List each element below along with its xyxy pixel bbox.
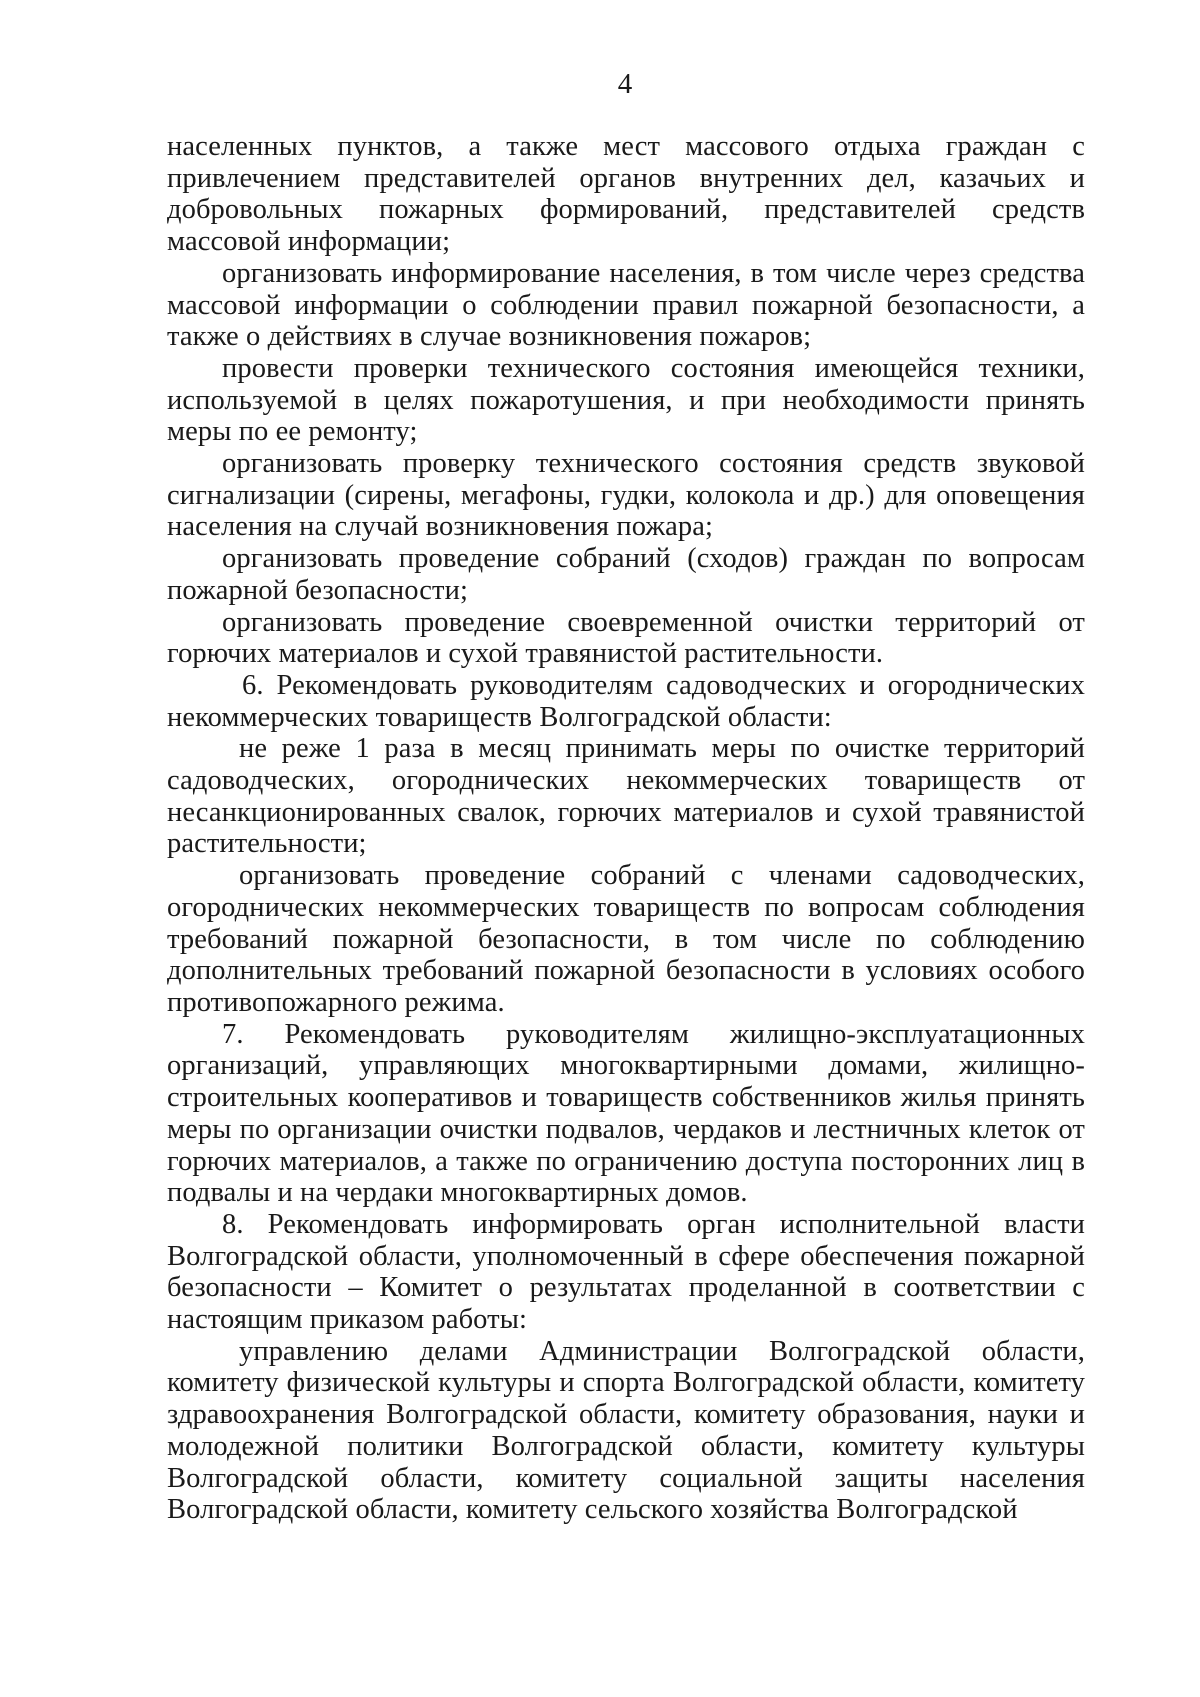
page-number: 4 [617, 68, 633, 100]
paragraph: организовать информирование населения, в том числе через средства массовой информации о соблюдении правил пожарной безопасности, а также о действиях в случае возникновения пожаров; [167, 257, 1085, 353]
paragraph: 7. Рекомендовать руководителям жилищно-эксплуатационных организаций, управляющих многоквартирными домами, жилищно-строительных кооперативов и товариществ собственников жилья принять меры по организации очистки подвалов, чердаков и лестничных клеток от горючих материалов, а также по ограничению доступа посторонних лиц в подвалы и на чердаки многоквартирных домов. [167, 1018, 1085, 1209]
paragraph: 6. Рекомендовать руководителям садоводческих и огороднических некоммерческих товариществ Волгоградской области: [167, 669, 1085, 733]
paragraph: организовать проведение своевременной очистки территорий от горючих материалов и сухой травянистой растительности. [167, 606, 1085, 670]
paragraph: провести проверки технического состояния имеющейся техники, используемой в целях пожаротушения, и при необходимости принять меры по ее ремонту; [167, 352, 1085, 448]
paragraph: населенных пунктов, а также мест массового отдыха граждан с привлечением представителей органов внутренних дел, казачьих и добровольных пожарных формирований, представителей средств массовой информации; [167, 131, 1085, 258]
document-body [167, 131, 1085, 1526]
paragraph: 8. Рекомендовать информировать орган исполнительной власти Волгоградской области, уполномоченный в сфере обеспечения пожарной безопасности – Комитет о результатах проделанной в соответствии с настоящим приказом работы: [167, 1208, 1085, 1336]
paragraph: организовать проведение собраний (сходов) граждан по вопросам пожарной безопасности; [167, 543, 1085, 606]
paragraph: не реже 1 раза в месяц принимать меры по очистке территорий садоводческих, огороднических некоммерческих товариществ от несанкционированных свалок, горючих материалов и сухой травянистой растительности; [167, 733, 1085, 860]
paragraph: организовать проверку технического состояния средств звуковой сигнализации (сирены, мегафоны, гудки, колокола и др.) для оповещения населения на случай возникновения пожара; [167, 448, 1085, 543]
paragraph: организовать проведение собраний с членами садоводческих, огороднических некоммерческих товариществ по вопросам соблюдения требований пожарной безопасности, в том числе по соблюдению дополнительных требований пожарной безопасности в условиях особого противопожарного режима. [167, 860, 1085, 1018]
paragraph: управлению делами Администрации Волгоградской области, комитету физической культуры и спорта Волгоградской области, комитету здравоохранения Волгоградской области, комитету образования, науки и молодежной политики Волгоградской области, комитету культуры Волгоградской области, комитету социальной защиты населения Волгоградской области, комитету сельского хозяйства Волгоградской [167, 1335, 1085, 1526]
